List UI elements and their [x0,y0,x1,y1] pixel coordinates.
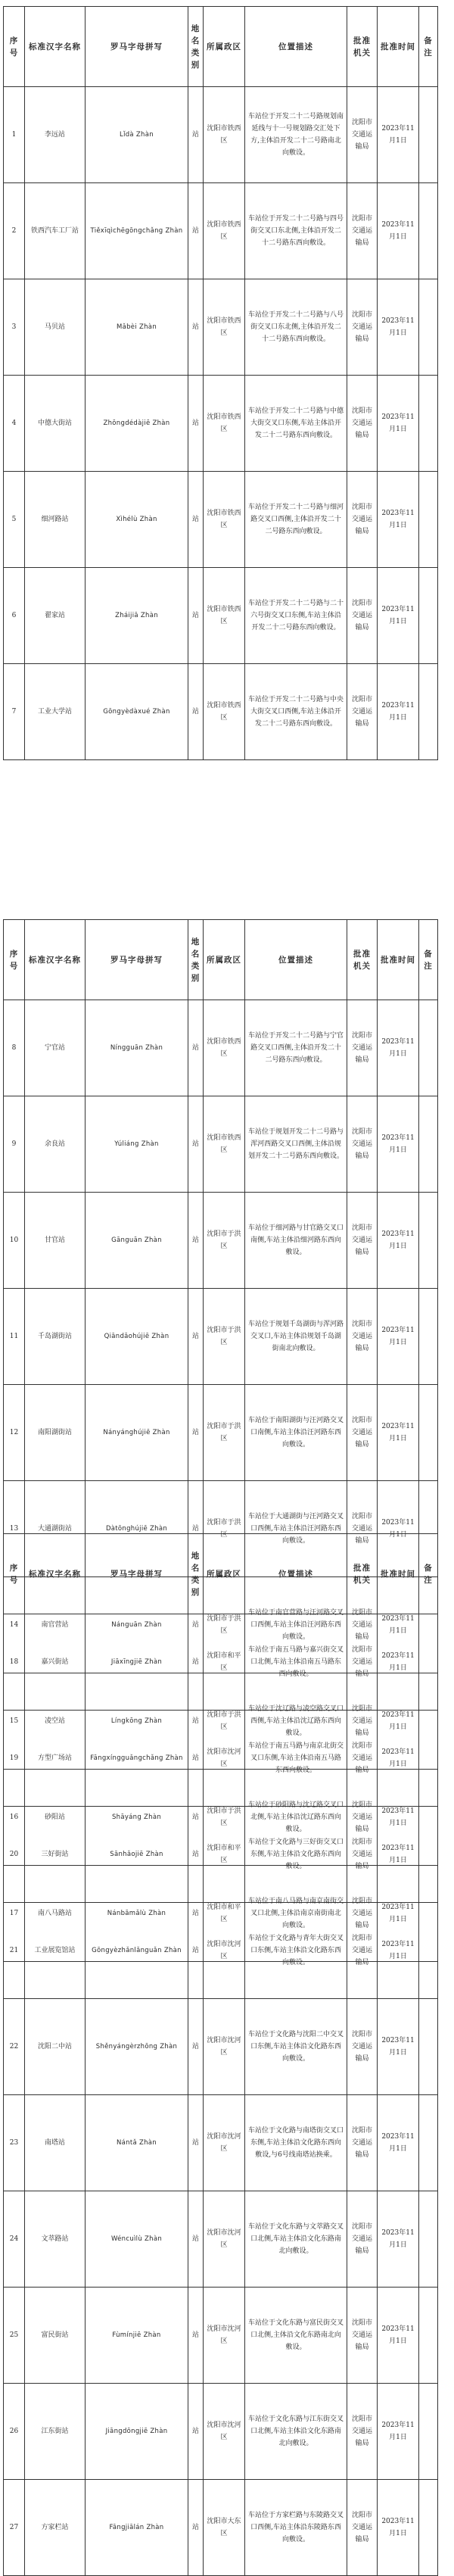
table-row [4,1903,438,1999]
cell-district: 沈阳市铁西区 [204,279,245,376]
cell-remarks [419,568,438,664]
cell-approver: 沈阳市交通运输局 [347,1673,378,1770]
table-row [4,2288,438,2384]
naming-table [3,1533,438,2576]
header-remarks: 备注 [419,7,438,87]
cell-category: 站 [188,1770,204,1866]
table-row [4,1193,438,1289]
cell-date: 2023年11月1日 [378,472,419,568]
header-remarks: 备注 [419,920,438,1000]
cell-location: 车站位于南五马路与南京北街交叉口东侧,车站主体沿南五马路东西向敷设。 [245,1711,347,1807]
cell-approver: 沈阳市交通运输局 [347,1289,378,1385]
cell-roman: Gōngyèzhǎnlǎnguǎn Zhàn [86,1903,188,1999]
cell-date: 2023年11月1日 [378,183,419,279]
cell-roman: Jiāxīngjiē Zhàn [86,1614,188,1711]
cell-location: 车站位于南五马路与嘉兴街交叉口北侧,车站主体沿南五马路东西向敷设。 [245,1614,347,1711]
table-row [4,2384,438,2480]
cell-location: 车站位于文化东路与文萃路交叉口北侧,车站主体沿文化东路南北向敷设。 [245,2191,347,2288]
cell-district: 沈阳市于洪区 [204,1385,245,1481]
cell-roman: Yúliáng Zhàn [86,1096,188,1193]
cell-name: 南塔站 [25,2095,86,2191]
cell-roman: Fāngjiālán Zhàn [86,2480,188,2576]
table-row [4,87,438,183]
table-row [4,1000,438,1096]
cell-district: 沈阳市于洪区 [204,1673,245,1770]
table-row [4,2191,438,2288]
header-remarks: 备注 [419,1534,438,1614]
cell-roman: Nányánghújiē Zhàn [86,1385,188,1481]
header-approver: 批准机关 [347,7,378,87]
cell-approver: 沈阳市交通运输局 [347,2095,378,2191]
cell-district: 沈阳市沈河区 [204,2191,245,2288]
table-header [4,920,438,1000]
table-row [4,376,438,472]
cell-category: 站 [188,376,204,472]
cell-category: 站 [188,2095,204,2191]
header-name: 标准汉字名称 [25,1534,86,1614]
cell-remarks [419,1096,438,1193]
cell-roman: Gōngyèdàxué Zhàn [86,664,188,760]
naming-table [3,6,438,760]
cell-date: 2023年11月1日 [378,1577,419,1673]
cell-remarks [419,1193,438,1289]
cell-date: 2023年11月1日 [378,87,419,183]
header-approval-date: 批准时间 [378,1534,419,1614]
cell-name: 大通湖街站 [25,1481,86,1577]
cell-approver: 沈阳市交通运输局 [347,1577,378,1673]
cell-district: 沈阳市和平区 [204,1807,245,1903]
cell-no: 6 [4,568,25,664]
cell-location: 车站位于开发二十二号路与四号街交叉口东北侧,主体沿开发二十二号路东西向敷设。 [245,183,347,279]
cell-date: 2023年11月1日 [378,1673,419,1770]
cell-no: 25 [4,2288,25,2384]
cell-roman: Tiěxīqìchēgōngchǎng Zhàn [86,183,188,279]
cell-location: 车站位于砂阳路与沈辽路交叉口北侧,车站主体沿沈辽路东西向敷设。 [245,1770,347,1866]
cell-district: 沈阳市和平区 [204,1866,245,1962]
cell-roman: Qiāndǎohújiē Zhàn [86,1289,188,1385]
table-row [4,1385,438,1481]
header-category: 地名类别 [188,1534,204,1614]
cell-date: 2023年11月1日 [378,1385,419,1481]
cell-no: 17 [4,1866,25,1962]
cell-roman: Nánguān Zhàn [86,1577,188,1673]
cell-date: 2023年11月1日 [378,664,419,760]
cell-district: 沈阳市于洪区 [204,1193,245,1289]
table-header [4,7,438,87]
cell-location: 车站位于开发二十二号路与二十六号街交叉口东侧,车站主体沿开发二十二号路东西向敷设。 [245,568,347,664]
cell-name: 翟家站 [25,568,86,664]
table-row [4,472,438,568]
cell-date: 2023年11月1日 [378,2480,419,2576]
cell-district: 沈阳市沈河区 [204,1903,245,1999]
table-row [4,1096,438,1193]
cell-name: 砂阳站 [25,1770,86,1866]
station-table-3 [3,1533,437,2576]
cell-roman: Xìhélù Zhàn [86,472,188,568]
header-category: 地名类别 [188,7,204,87]
cell-category: 站 [188,568,204,664]
cell-category: 站 [188,2480,204,2576]
cell-name: 余良站 [25,1096,86,1193]
cell-name: 方家栏站 [25,2480,86,2576]
cell-category: 站 [188,1673,204,1770]
cell-district: 沈阳市于洪区 [204,1289,245,1385]
table-row [4,1614,438,1711]
table-row [4,1711,438,1807]
cell-category: 站 [188,1711,204,1807]
cell-district: 沈阳市铁西区 [204,568,245,664]
table-row [4,2480,438,2576]
cell-date: 2023年11月1日 [378,2384,419,2480]
header-no: 序号 [4,920,25,1000]
cell-name: 文萃路站 [25,2191,86,2288]
cell-name: 工业大学站 [25,664,86,760]
cell-district: 沈阳市于洪区 [204,1481,245,1577]
cell-district: 沈阳市铁西区 [204,183,245,279]
cell-no: 21 [4,1903,25,1999]
cell-remarks [419,376,438,472]
cell-roman: Fùmínjiē Zhàn [86,2288,188,2384]
header-district: 所属政区 [204,7,245,87]
cell-category: 站 [188,2191,204,2288]
cell-date: 2023年11月1日 [378,568,419,664]
cell-district: 沈阳市大东区 [204,2480,245,2576]
cell-approver: 沈阳市交通运输局 [347,1866,378,1962]
cell-roman: Lǐdà Zhàn [86,87,188,183]
cell-location: 车站位于南官营路与汪河路交叉口西侧,车站主体沿汪河路东西向敷设。 [245,1577,347,1673]
cell-district: 沈阳市沈河区 [204,2095,245,2191]
header-approval-date: 批准时间 [378,920,419,1000]
cell-no: 3 [4,279,25,376]
cell-approver: 沈阳市交通运输局 [347,1614,378,1711]
cell-approver: 沈阳市交通运输局 [347,2191,378,2288]
cell-date: 2023年11月1日 [378,1481,419,1577]
header-roman: 罗马字母拼写 [86,1534,188,1614]
cell-date: 2023年11月1日 [378,2288,419,2384]
cell-district: 沈阳市铁西区 [204,87,245,183]
cell-date: 2023年11月1日 [378,1770,419,1866]
cell-roman: Gānguān Zhàn [86,1193,188,1289]
cell-no: 19 [4,1711,25,1807]
cell-roman: Jiāngdōngjiē Zhàn [86,2384,188,2480]
cell-approver: 沈阳市交通运输局 [347,87,378,183]
cell-category: 站 [188,1193,204,1289]
cell-approver: 沈阳市交通运输局 [347,1385,378,1481]
cell-roman: Mǎbèi Zhàn [86,279,188,376]
cell-roman: Nántǎ Zhàn [86,2095,188,2191]
cell-no: 2 [4,183,25,279]
cell-district: 沈阳市铁西区 [204,472,245,568]
cell-name: 南阳湖街站 [25,1385,86,1481]
table-row [4,568,438,664]
cell-date: 2023年11月1日 [378,2191,419,2288]
cell-no: 9 [4,1096,25,1193]
cell-district: 沈阳市沈河区 [204,2384,245,2480]
cell-approver: 沈阳市交通运输局 [347,376,378,472]
cell-date: 2023年11月1日 [378,1289,419,1385]
cell-no: 8 [4,1000,25,1096]
cell-category: 站 [188,1481,204,1577]
cell-name: 三好街站 [25,1807,86,1903]
cell-no: 4 [4,376,25,472]
cell-location: 车站位于文化路与沈阳二中交叉口东侧,车站主体沿文化路东西向敷设。 [245,1999,347,2095]
cell-name: 南八马路站 [25,1866,86,1962]
cell-category: 站 [188,279,204,376]
cell-approver: 沈阳市交通运输局 [347,1807,378,1903]
cell-name: 中德大街站 [25,376,86,472]
cell-location: 车站位于文化路与青年大街交叉口东侧,车站主体沿文化路东西向敷设。 [245,1903,347,1999]
cell-category: 站 [188,1289,204,1385]
cell-category: 站 [188,1866,204,1962]
table-row [4,1999,438,2095]
cell-approver: 沈阳市交通运输局 [347,1096,378,1193]
header-location: 位置描述 [245,7,347,87]
cell-category: 站 [188,1903,204,1999]
cell-roman: Nánbāmǎlù Zhàn [86,1866,188,1962]
header-location: 位置描述 [245,920,347,1000]
cell-date: 2023年11月1日 [378,1000,419,1096]
cell-name: 沈阳二中站 [25,1999,86,2095]
table-row [4,183,438,279]
cell-location: 车站位于方家栏路与东陵路交叉口西侧,车站主体沿东陵路东西向敷设。 [245,2480,347,2576]
cell-no: 7 [4,664,25,760]
cell-location: 车站位于开发二十二号路与中央大街交叉口西侧,车站主体沿开发二十二号路东西向敷设。 [245,664,347,760]
cell-name: 甘官站 [25,1193,86,1289]
cell-category: 站 [188,1614,204,1711]
cell-category: 站 [188,1000,204,1096]
cell-name: 富民街站 [25,2288,86,2384]
cell-remarks [419,472,438,568]
cell-roman: Shāyáng Zhàn [86,1770,188,1866]
cell-district: 沈阳市和平区 [204,1614,245,1711]
cell-approver: 沈阳市交通运输局 [347,1999,378,2095]
cell-location: 车站位于文化东路与富民街交叉口北侧,主体沿文化东路南北向敷设。 [245,2288,347,2384]
cell-date: 2023年11月1日 [378,1614,419,1711]
cell-category: 站 [188,664,204,760]
cell-no: 14 [4,1577,25,1673]
cell-location: 车站位于规划千岛湖街与浑河路交叉口,车站主体沿规划千岛湖街南北向敷设。 [245,1289,347,1385]
cell-location: 车站位于文化路与三好街交叉口东侧,车站主体沿文化路东西向敷设。 [245,1807,347,1903]
cell-district: 沈阳市沈河区 [204,1999,245,2095]
cell-roman: Fāngxíngguǎngchǎng Zhàn [86,1711,188,1807]
cell-category: 站 [188,1096,204,1193]
cell-approver: 沈阳市交通运输局 [347,2480,378,2576]
cell-remarks [419,1903,438,1999]
cell-remarks [419,1614,438,1711]
cell-no: 5 [4,472,25,568]
cell-remarks [419,2191,438,2288]
cell-name: 李远站 [25,87,86,183]
cell-no: 11 [4,1289,25,1385]
cell-name: 南官营站 [25,1577,86,1673]
header-name: 标准汉字名称 [25,920,86,1000]
cell-approver: 沈阳市交通运输局 [347,1193,378,1289]
cell-location: 车站位于开发二十二号路与细河路交叉口西侧,主体沿开发二十二号路东西向敷设。 [245,472,347,568]
cell-location: 车站位于细河路与甘官路交叉口南侧,车站主体沿细河路东西向敷设。 [245,1193,347,1289]
cell-approver: 沈阳市交通运输局 [347,2384,378,2480]
cell-name: 细河路站 [25,472,86,568]
cell-approver: 沈阳市交通运输局 [347,2288,378,2384]
cell-name: 铁西汽车工厂站 [25,183,86,279]
header-no: 序号 [4,7,25,87]
cell-district: 沈阳市铁西区 [204,1096,245,1193]
cell-remarks [419,1999,438,2095]
cell-no: 1 [4,87,25,183]
cell-roman: Zhōngdédàjiē Zhàn [86,376,188,472]
header-name: 标准汉字名称 [25,7,86,87]
cell-remarks [419,664,438,760]
cell-roman: Língkōng Zhàn [86,1673,188,1770]
cell-remarks [419,2480,438,2576]
cell-location: 车站位于文化路与南塔街交叉口东侧,车站主体沿文化路东西向敷设,与6号线南塔站换乘。 [245,2095,347,2191]
table-row [4,279,438,376]
cell-category: 站 [188,472,204,568]
cell-approver: 沈阳市交通运输局 [347,1903,378,1999]
cell-roman: Níngguān Zhàn [86,1000,188,1096]
header-approver: 批准机关 [347,920,378,1000]
cell-date: 2023年11月1日 [378,1903,419,1999]
cell-approver: 沈阳市交通运输局 [347,568,378,664]
cell-roman: Zháijiā Zhàn [86,568,188,664]
cell-category: 站 [188,1385,204,1481]
cell-no: 15 [4,1673,25,1770]
cell-date: 2023年11月1日 [378,279,419,376]
cell-location: 车站位于南阳湖街与汪河路交叉口南侧,车站主体沿汪河路东西向敷设。 [245,1385,347,1481]
cell-date: 2023年11月1日 [378,1711,419,1807]
cell-remarks [419,183,438,279]
cell-location: 车站位于南八马路与南京南街交叉口北侧,主体沿南京南街南北向敷设。 [245,1866,347,1962]
cell-no: 20 [4,1807,25,1903]
header-roman: 罗马字母拼写 [86,920,188,1000]
header-location: 位置描述 [245,1534,347,1614]
cell-category: 站 [188,2288,204,2384]
cell-name: 方型广场站 [25,1711,86,1807]
cell-date: 2023年11月1日 [378,1807,419,1903]
cell-district: 沈阳市铁西区 [204,376,245,472]
cell-remarks [419,1000,438,1096]
cell-name: 千岛湖街站 [25,1289,86,1385]
cell-no: 24 [4,2191,25,2288]
cell-roman: Sānhǎojiē Zhàn [86,1807,188,1903]
cell-category: 站 [188,1807,204,1903]
cell-date: 2023年11月1日 [378,1096,419,1193]
cell-approver: 沈阳市交通运输局 [347,1000,378,1096]
cell-remarks [419,1711,438,1807]
cell-approver: 沈阳市交通运输局 [347,664,378,760]
cell-district: 沈阳市沈河区 [204,2288,245,2384]
header-roman: 罗马字母拼写 [86,7,188,87]
table-row [4,2095,438,2191]
cell-date: 2023年11月1日 [378,1866,419,1962]
cell-name: 马贝站 [25,279,86,376]
cell-remarks [419,1385,438,1481]
cell-category: 站 [188,1577,204,1673]
header-district: 所属政区 [204,1534,245,1614]
cell-remarks [419,2288,438,2384]
header-approval-date: 批准时间 [378,7,419,87]
cell-district: 沈阳市于洪区 [204,1577,245,1673]
cell-date: 2023年11月1日 [378,2095,419,2191]
cell-remarks [419,1289,438,1385]
cell-no: 23 [4,2095,25,2191]
cell-category: 站 [188,1999,204,2095]
cell-location: 车站位于开发二十二号路与八号街交叉口东北侧,主体沿开发二十二号路东西向敷设。 [245,279,347,376]
cell-name: 工业展览馆站 [25,1903,86,1999]
table-row [4,664,438,760]
header-no: 序号 [4,1534,25,1614]
cell-remarks [419,2384,438,2480]
cell-date: 2023年11月1日 [378,1193,419,1289]
cell-district: 沈阳市铁西区 [204,1000,245,1096]
cell-no: 26 [4,2384,25,2480]
cell-roman: Wéncuìlù Zhàn [86,2191,188,2288]
cell-approver: 沈阳市交通运输局 [347,183,378,279]
cell-no: 27 [4,2480,25,2576]
cell-location: 车站位于开发二十二号路与中德大街交叉口东侧,车站主体沿开发二十二号路东西向敷设。 [245,376,347,472]
cell-roman: Dàtōnghújiē Zhàn [86,1481,188,1577]
cell-district: 沈阳市于洪区 [204,1770,245,1866]
cell-approver: 沈阳市交通运输局 [347,1711,378,1807]
cell-no: 10 [4,1193,25,1289]
cell-location: 车站位于开发二十二号路规划南延线与十一号规划路交汇处下方,主体沿开发二十二号路南北向敷设。 [245,87,347,183]
cell-approver: 沈阳市交通运输局 [347,1481,378,1577]
cell-no: 16 [4,1770,25,1866]
cell-no: 18 [4,1614,25,1711]
cell-name: 嘉兴街站 [25,1614,86,1711]
cell-no: 13 [4,1481,25,1577]
cell-location: 车站位于开发二十二号路与宁官路交叉口西侧,主体沿开发二十二号路东西向敷设。 [245,1000,347,1096]
cell-name: 江东街站 [25,2384,86,2480]
cell-date: 2023年11月1日 [378,1999,419,2095]
cell-no: 22 [4,1999,25,2095]
cell-name: 宁官站 [25,1000,86,1096]
header-district: 所属政区 [204,920,245,1000]
cell-location: 车站位于大通湖街与汪河路交叉口西侧,车站主体沿汪河路东西向敷设。 [245,1481,347,1577]
cell-category: 站 [188,2384,204,2480]
cell-roman: Shěnyángèrzhōng Zhàn [86,1999,188,2095]
table-row [4,1289,438,1385]
cell-no: 12 [4,1385,25,1481]
cell-name: 凌空站 [25,1673,86,1770]
cell-category: 站 [188,87,204,183]
table-header [4,1534,438,1614]
header-approver: 批准机关 [347,1534,378,1614]
cell-remarks [419,2095,438,2191]
cell-approver: 沈阳市交通运输局 [347,279,378,376]
station-table-1 [3,6,437,760]
cell-location: 车站位于规划开发二十二号路与浑河西路交叉口西侧,主体沿规划开发二十二号路东西向敷设。 [245,1096,347,1193]
cell-remarks [419,279,438,376]
cell-approver: 沈阳市交通运输局 [347,472,378,568]
cell-district: 沈阳市铁西区 [204,664,245,760]
cell-date: 2023年11月1日 [378,376,419,472]
cell-approver: 沈阳市交通运输局 [347,1770,378,1866]
cell-category: 站 [188,183,204,279]
cell-location: 车站位于沈辽路与凌空路交叉口西侧,车站主体沿沈辽路东西向敷设。 [245,1673,347,1770]
header-category: 地名类别 [188,920,204,1000]
cell-district: 沈阳市沈河区 [204,1711,245,1807]
table-row [4,1807,438,1903]
cell-remarks [419,1807,438,1903]
cell-remarks [419,87,438,183]
cell-location: 车站位于文化东路与江东街交叉口北侧,车站主体沿文化东路南北向敷设。 [245,2384,347,2480]
